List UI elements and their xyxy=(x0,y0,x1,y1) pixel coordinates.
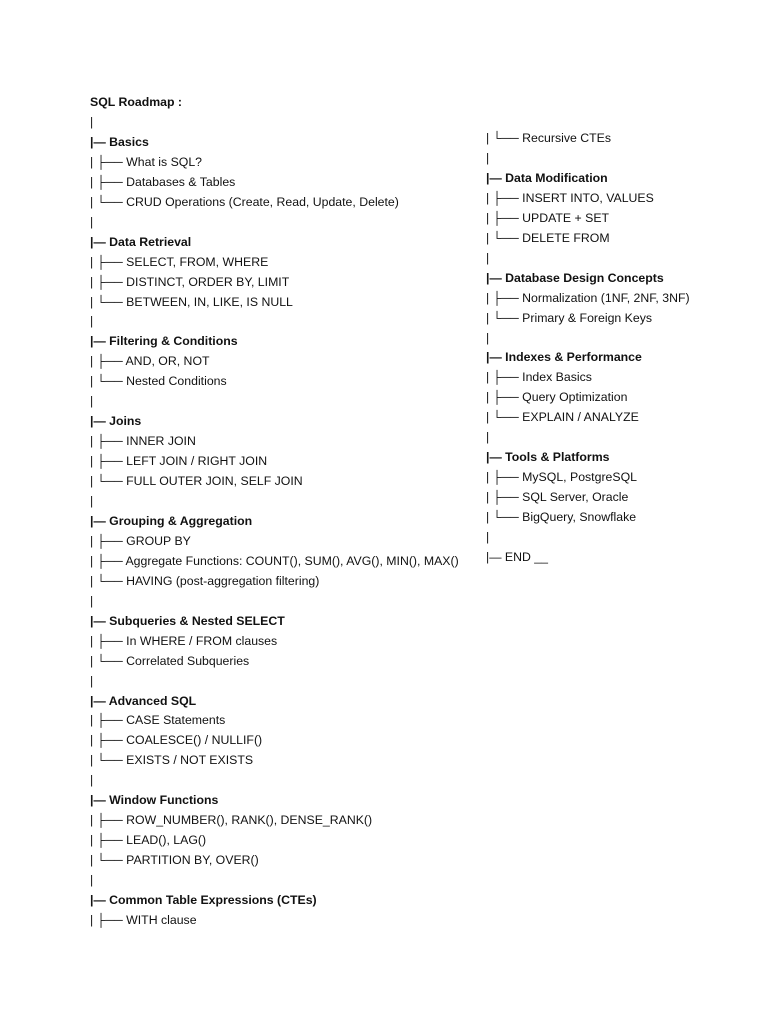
tree-item: | └── FULL OUTER JOIN, SELF JOIN xyxy=(90,474,303,489)
tree-item: | ├── LEFT JOIN / RIGHT JOIN xyxy=(90,454,268,469)
section-heading: |— Tools & Platforms xyxy=(486,450,610,465)
tree-connector: | xyxy=(486,330,490,345)
section-heading: |— Indexes & Performance xyxy=(486,350,642,365)
tree-item: | ├── MySQL, PostgreSQL xyxy=(486,470,637,485)
tree-item: | └── Recursive CTEs xyxy=(486,131,611,145)
document-title: SQL Roadmap : xyxy=(90,95,183,109)
tree-item: | ├── SELECT, FROM, WHERE xyxy=(90,254,269,269)
tree-item: | ├── Databases & Tables xyxy=(90,174,236,189)
tree-item: | ├── UPDATE + SET xyxy=(486,210,610,225)
tree-item: | ├── WITH clause xyxy=(90,912,197,927)
tree-item: | └── BigQuery, Snowflake xyxy=(486,510,637,525)
tree-item: |— END __ xyxy=(486,549,548,564)
tree-item: | ├── COALESCE() / NULLIF() xyxy=(90,733,263,748)
section-heading: |— Filtering & Conditions xyxy=(90,334,238,349)
tree-item: | ├── INNER JOIN xyxy=(90,434,196,449)
tree-item: | ├── Aggregate Functions: COUNT(), SUM(), AVG(), MIN(), MAX() xyxy=(90,553,459,568)
tree-connector: | xyxy=(90,773,94,788)
tree-item: | └── EXPLAIN / ANALYZE xyxy=(486,410,639,425)
tree-item: | └── Correlated Subqueries xyxy=(90,653,250,668)
tree-item: | └── PARTITION BY, OVER() xyxy=(90,853,259,868)
section-heading: |— Subqueries & Nested SELECT xyxy=(90,613,285,628)
tree-item: | ├── Normalization (1NF, 2NF, 3NF) xyxy=(486,290,690,305)
tree-connector: | xyxy=(486,530,490,544)
tree-connector: | xyxy=(90,494,94,508)
tree-item: | ├── GROUP BY xyxy=(90,533,191,548)
tree-item: | ├── Query Optimization xyxy=(486,390,628,405)
tree-connector: | xyxy=(90,593,94,608)
tree-item: | └── BETWEEN, IN, LIKE, IS NULL xyxy=(90,294,293,309)
section-heading: |— Window Functions xyxy=(90,793,219,808)
section-heading: |— Data Modification xyxy=(486,170,608,185)
tree-connector: | xyxy=(486,150,490,165)
section-heading: |— Database Design Concepts xyxy=(486,270,664,285)
section-heading: |— Joins xyxy=(90,414,142,429)
tree-item: | ├── AND, OR, NOT xyxy=(90,354,210,369)
tree-item: | └── EXISTS / NOT EXISTS xyxy=(90,753,254,768)
tree-item: | ├── What is SQL? xyxy=(90,154,203,169)
tree-connector: | xyxy=(90,214,94,229)
tree-item: | ├── In WHERE / FROM clauses xyxy=(90,633,278,648)
tree-connector: | xyxy=(90,673,94,688)
tree-connector: | xyxy=(90,114,94,129)
tree-item: | └── Primary & Foreign Keys xyxy=(486,310,653,325)
tree-connector: | xyxy=(90,314,94,329)
tree-item: | └── CRUD Operations (Create, Read, Update, Delete) xyxy=(90,194,399,209)
tree-item: | ├── LEAD(), LAG() xyxy=(90,833,207,848)
tree-item: | ├── ROW_NUMBER(), RANK(), DENSE_RANK() xyxy=(90,813,373,828)
tree-item: | ├── Index Basics xyxy=(486,370,592,385)
section-heading: |— Grouping & Aggregation xyxy=(90,513,253,528)
tree-item: | ├── CASE Statements xyxy=(90,713,226,728)
tree-item: | ├── DISTINCT, ORDER BY, LIMIT xyxy=(90,274,290,289)
tree-connector: | xyxy=(90,394,94,409)
tree-connector: | xyxy=(486,250,490,265)
tree-connector: | xyxy=(90,873,94,888)
tree-item: | └── Nested Conditions xyxy=(90,374,227,389)
tree-connector: | xyxy=(486,430,490,445)
tree-item: | └── DELETE FROM xyxy=(486,230,610,245)
section-heading: |— Data Retrieval xyxy=(90,234,192,249)
tree-item: | ├── INSERT INTO, VALUES xyxy=(486,190,654,205)
tree-item: | ├── SQL Server, Oracle xyxy=(486,490,629,505)
section-heading: |— Common Table Expressions (CTEs) xyxy=(90,893,317,907)
section-heading: |— Advanced SQL xyxy=(90,693,197,708)
section-heading: |— Basics xyxy=(90,134,149,149)
tree-item: | └── HAVING (post-aggregation filtering) xyxy=(90,573,320,588)
